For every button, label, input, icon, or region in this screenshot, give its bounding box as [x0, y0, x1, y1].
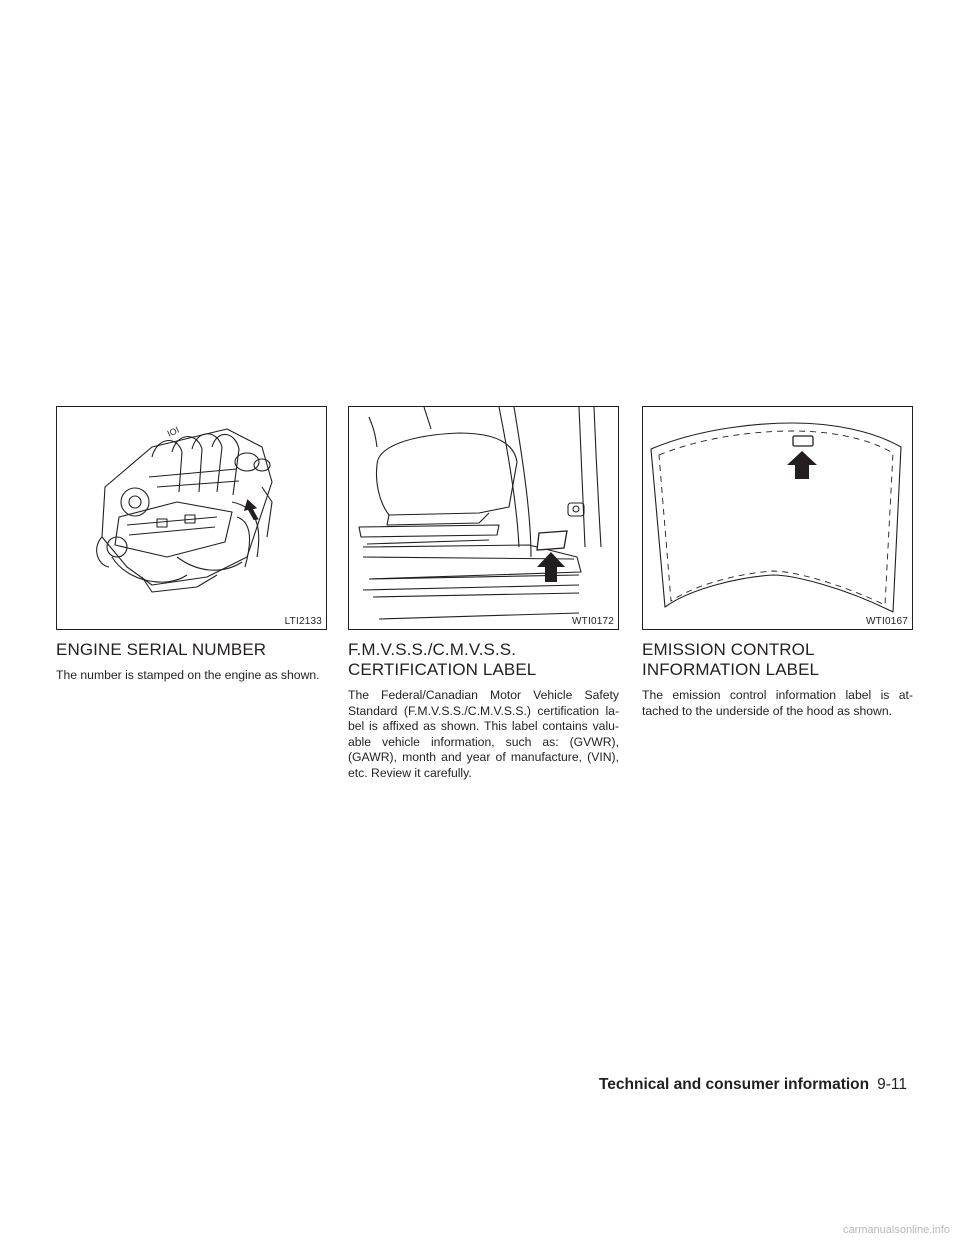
section-title — [642, 640, 913, 680]
door-sill-illustration — [349, 407, 618, 629]
page-footer — [599, 1076, 907, 1094]
figure-code: LTI2133 — [284, 616, 322, 627]
section-body: The emission control information label is at- tached to the underside of the hood as shown. — [642, 688, 913, 718]
section-engine-serial-number — [56, 406, 327, 684]
engine-figure — [56, 406, 327, 630]
section-title-line: EMISSION CONTROL — [642, 640, 815, 659]
hood-underside-outline — [659, 431, 893, 605]
engine-mark-text: IOI — [165, 424, 181, 439]
hood-illustration — [643, 407, 912, 629]
pointer-arrow-icon — [240, 499, 265, 522]
figure-code: WTI0167 — [866, 616, 908, 627]
section-title-line: INFORMATION LABEL — [642, 660, 820, 679]
footer-section-title: Technical and consumer information — [598, 1076, 870, 1093]
section-title — [348, 640, 619, 680]
hood-figure — [642, 406, 913, 630]
section-title-line: ENGINE SERIAL NUMBER — [56, 640, 267, 659]
figure-code: WTI0172 — [572, 616, 614, 627]
label-location-box — [537, 531, 567, 550]
pointer-arrow-icon — [787, 451, 817, 479]
watermark-text: carmanualsonline.info — [842, 1224, 950, 1236]
engine-illustration — [57, 407, 326, 629]
page-number: 9-11 — [877, 1076, 907, 1093]
section-body: The Federal/Canadian Motor Vehicle Safety Standard (F.M.V.S.S./C.M.V.S.S.) certification la- bel is affixed as shown. This label contains valu- able vehicle information, such as: (GVWR), (GAWR), month and year of manufacture, (VIN), etc. Review it carefully. — [348, 688, 619, 780]
label-location-box — [793, 436, 813, 446]
section-title-line: CERTIFICATION LABEL — [348, 660, 537, 679]
section-title — [56, 640, 327, 660]
door-sill-figure — [348, 406, 619, 630]
section-emission-control-label — [642, 406, 913, 719]
section-certification-label — [348, 406, 619, 781]
section-body: The number is stamped on the engine as shown. — [56, 668, 320, 682]
pointer-arrow-icon — [537, 552, 565, 582]
section-title-line: F.M.V.S.S./C.M.V.S.S. — [348, 640, 517, 659]
